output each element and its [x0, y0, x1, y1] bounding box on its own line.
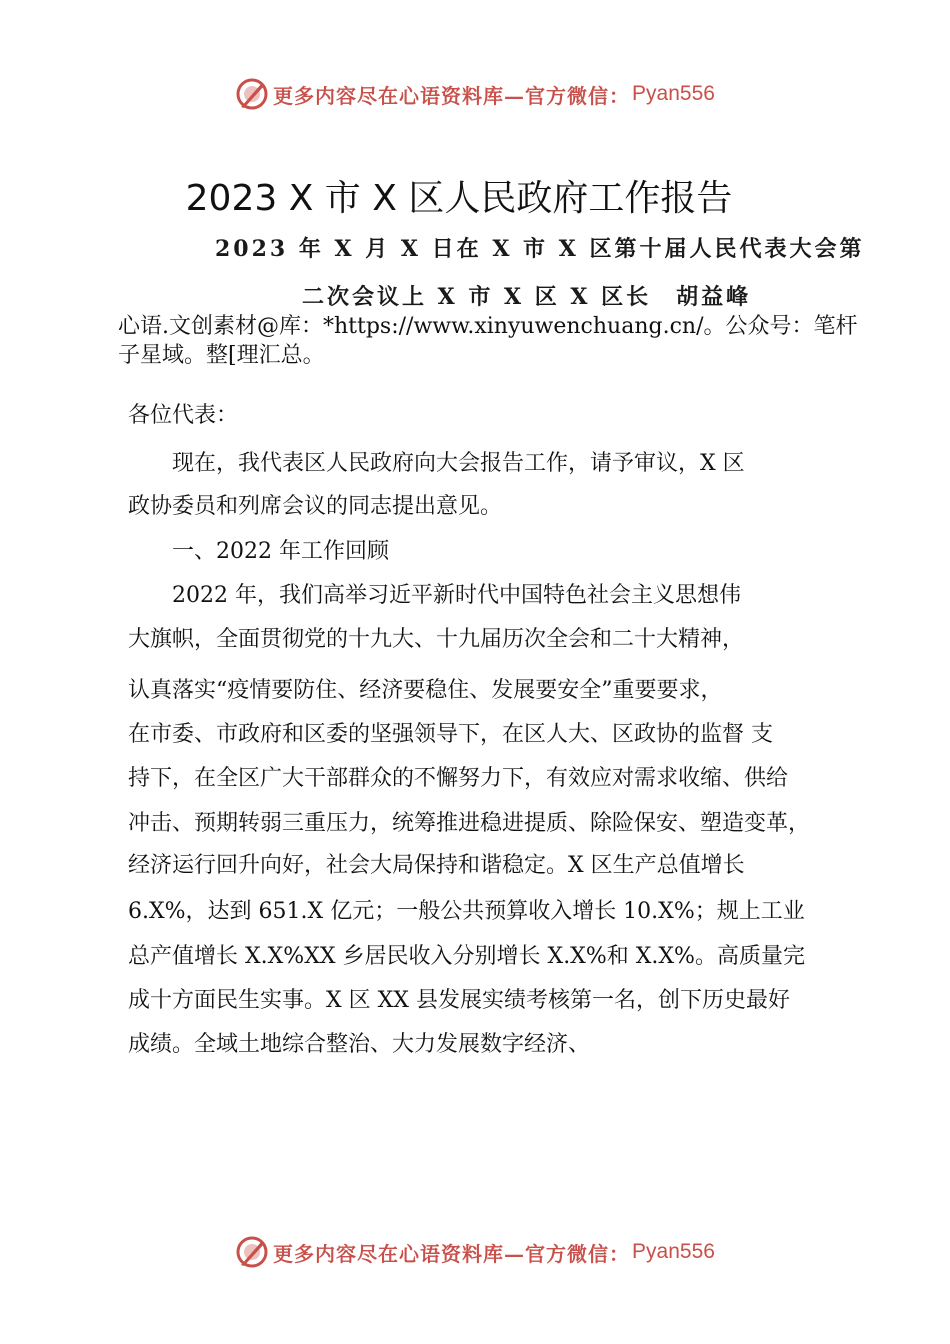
banner-text: 更多内容尽在心语资料库—官方微信：	[273, 1241, 631, 1266]
source-note: 心语.文创素材@库：*https://www.xinyuwenchuang.cn/。公众号：笔杆子星域。整[理汇总。	[118, 314, 858, 368]
body-line: 现在，我代表区人民政府向大会报告工作，请予审议，X 区	[128, 451, 745, 476]
salutation: 各位代表：	[128, 403, 239, 428]
body-line: 大旗帜，全面贯彻党的十九大、十九届历次全会和二十大精神，	[128, 627, 745, 652]
body-line: 2022 年，我们高举习近平新时代中国特色社会主义思想伟	[128, 583, 741, 608]
body-line: 冲击、预期转弱三重压力，统筹推进稳进提质、除险保安、塑造变革，	[128, 811, 811, 836]
body-line: 经济运行回升向好，社会大局保持和谐稳定。X 区生产总值增长	[128, 853, 745, 878]
document-title: 2023 X 市 X 区人民政府工作报告	[185, 178, 733, 219]
body-line: 成绩。全域土地综合整治、大力发展数字经济、	[128, 1032, 591, 1057]
body-line: 在市委、市政府和区委的坚强领导下，在区人大、区政协的监督 支	[128, 722, 773, 747]
body-line: 持下，在全区广大干部群众的不懈努力下，有效应对需求收缩、供给	[128, 766, 789, 791]
quill-seal-icon	[235, 77, 269, 111]
body-line: 政协委员和列席会议的同志提出意见。	[128, 494, 503, 519]
body-line: 6.X%，达到 651.X 亿元；一般公共预算收入增长 10.X%；规上工业	[128, 899, 805, 924]
banner-wechat-id: Pyan556	[632, 82, 715, 105]
body-line: 总产值增长 X.X%XX 乡居民收入分别增长 X.X%和 X.X%。高质量完	[128, 944, 805, 969]
body-line: 成十方面民生实事。X 区 XX 县发展实绩考核第一名，创下历史最好	[128, 988, 790, 1013]
section-heading: 一、2022 年工作回顾	[128, 539, 389, 564]
banner-wechat-id: Pyan556	[632, 1240, 715, 1263]
header-banner	[0, 74, 950, 114]
banner-text: 更多内容尽在心语资料库—官方微信：	[273, 83, 631, 108]
subtitle-line-1: 2023 年 X 月 X 日在 X 市 X 区第十届人民代表大会第	[215, 236, 865, 262]
body-line: 认真落实“疫情要防住、经济要稳住、发展要安全”重要要求，	[128, 678, 723, 703]
subtitle-line-2: 二次会议上 X 市 X 区 X 区长 胡益峰	[302, 284, 752, 310]
footer-banner	[0, 1232, 950, 1272]
quill-seal-icon	[235, 1235, 269, 1269]
